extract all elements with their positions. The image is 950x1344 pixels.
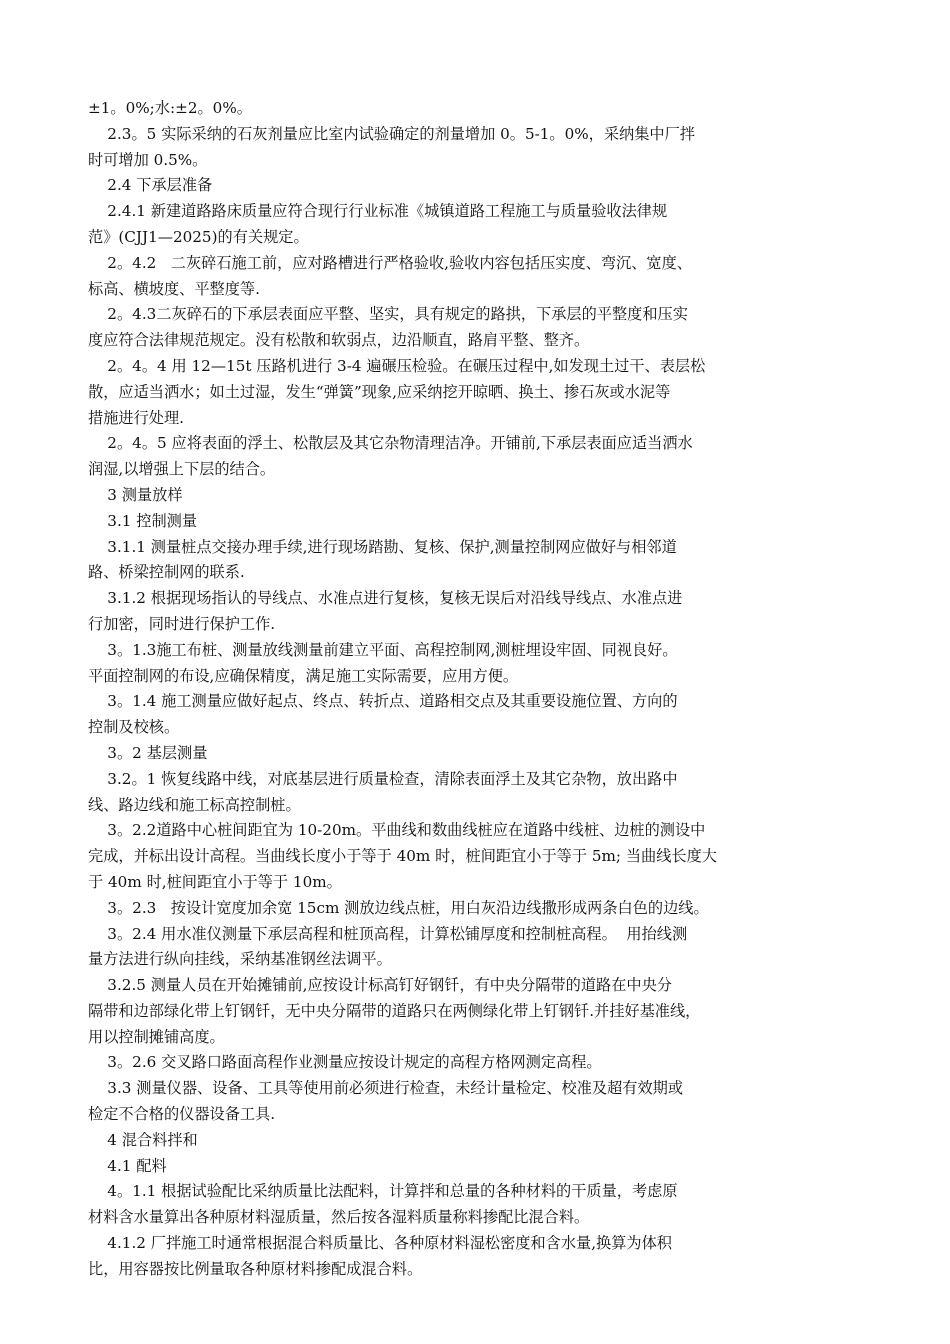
document-body <box>88 96 866 1283</box>
text-line: 控制及校核。 <box>88 718 180 737</box>
text-line: 2.4 下承层准备 <box>88 176 213 195</box>
text-line: 材料含水量算出各种原材料湿质量，然后按各湿料质量称料掺配比混合料。 <box>88 1208 590 1227</box>
text-line: 3。1.3施工布桩、测量放线测量前建立平面、高程控制网,测桩埋设牢固、同视良好。 <box>88 640 678 659</box>
text-line: 3。2 基层测量 <box>88 743 208 762</box>
text-line: 线、路边线和施工标高控制桩。 <box>88 795 301 814</box>
text-line: 4.1 配料 <box>88 1156 167 1175</box>
text-line: 4.1.2 厂拌施工时通常根据混合料质量比、各种原材料湿松密度和含水量,换算为体积 <box>88 1234 672 1253</box>
text-line: 散，应适当洒水；如土过湿，发生“弹簧”现象,应采纳挖开晾晒、换土、掺石灰或水泥等 <box>88 382 671 401</box>
text-line: 用以控制摊铺高度。 <box>88 1027 225 1046</box>
text-line: 3.1.2 根据现场指认的导线点、水准点进行复核，复核无误后对沿线导线点、水准点进 <box>88 589 683 608</box>
text-line: 3。1.4 施工测量应做好起点、终点、转折点、道路相交点及其重要设施位置、方向的 <box>88 692 678 711</box>
text-line: 3。2.3 按设计宽度加余宽 15cm 测放边线点桩，用白灰沿边线撒形成两条白色的边线。 <box>88 898 709 917</box>
text-line: 行加密，同时进行保护工作. <box>88 614 276 633</box>
text-line: 3.1.1 测量桩点交接办理手续,进行现场踏勘、复核、保护,测量控制网应做好与相邻道 <box>88 537 677 556</box>
text-line: 路、桥梁控制网的联系. <box>88 563 245 582</box>
text-line: 3。2.2道路中心桩间距宜为 10-20m。平曲线和数曲线桩应在道路中线桩、边桩的测设中 <box>88 821 706 840</box>
text-line: 于 40m 时,桩间距宜小于等于 10m。 <box>88 872 342 891</box>
text-line: 时可增加 0.5%。 <box>88 150 208 169</box>
text-line: 2。4.3二灰碎石的下承层表面应平整、坚实，具有规定的路拱，下承层的平整度和压实 <box>88 305 688 324</box>
text-line: 2.3。5 实际采纳的石灰剂量应比室内试验确定的剂量增加 0。5-1。0%，采纳集中厂拌 <box>88 124 695 143</box>
text-line: 润湿,以增强上下层的结合。 <box>88 460 276 479</box>
text-line: 比，用容器按比例量取各种原材料掺配成混合料。 <box>88 1259 423 1278</box>
text-line: 2.4.1 新建道路路床质量应符合现行行业标准《城镇道路工程施工与质量验收法律规 <box>88 202 668 221</box>
text-line: 平面控制网的布设,应确保精度，满足施工实际需要，应用方便。 <box>88 666 519 685</box>
text-line: 范》(CJJ1—2025)的有关规定。 <box>88 227 309 246</box>
text-line: 检定不合格的仪器设备工具. <box>88 1105 276 1124</box>
text-line: 3.2。1 恢复线路中线，对底基层进行质量检查，清除表面浮土及其它杂物，放出路中 <box>88 769 678 788</box>
text-line: 3。2.6 交叉路口路面高程作业测量应按设计规定的高程方格网测定高程。 <box>88 1053 602 1072</box>
text-line: ±1。0%;水:±2。0%。 <box>88 99 252 117</box>
text-line: 2。4。5 应将表面的浮土、松散层及其它杂物清理洁净。开铺前,下承层表面应适当洒水 <box>88 434 693 453</box>
text-line: 度应符合法律规范规定。没有松散和软弱点，边沿顺直，路肩平整、整齐。 <box>88 331 590 350</box>
text-line: 标高、横坡度、平整度等. <box>88 279 260 298</box>
text-line: 3.1 控制测量 <box>88 511 198 530</box>
text-line: 3.2.5 测量人员在开始摊铺前,应按设计标高钉好钢钎，有中央分隔带的道路在中央分 <box>88 976 672 995</box>
text-line: 3 测量放样 <box>88 485 183 504</box>
text-line: 完成，并标出设计高程。当曲线长度小于等于 40m 时，桩间距宜小于等于 5m; 当曲线长度大 <box>88 847 717 866</box>
text-line: 2。4.2 二灰碎石施工前，应对路槽进行严格验收,验收内容包括压实度、弯沉、宽度、 <box>88 253 692 272</box>
text-line: 隔带和边部绿化带上钉钢钎，无中央分隔带的道路只在两侧绿化带上钉钢钎.并挂好基准线， <box>88 1001 701 1020</box>
text-line: 2。4。4 用 12—15t 压路机进行 3-4 遍碾压检验。在碾压过程中,如发现土过干、表层松 <box>88 356 706 375</box>
text-line: 措施进行处理. <box>88 408 184 427</box>
text-line: 4 混合料拌和 <box>88 1130 198 1149</box>
text-line: 3。2.4 用水准仪测量下承层高程和桩顶高程，计算松铺厚度和控制桩高程。 用抬线测 <box>88 924 688 943</box>
text-line: 3.3 测量仪器、设备、工具等使用前必须进行检查，未经计量检定、校准及超有效期或 <box>88 1079 684 1098</box>
text-line: 4。1.1 根据试验配比采纳质量比法配料，计算拌和总量的各种材料的干质量，考虑原 <box>88 1182 678 1201</box>
text-line: 量方法进行纵向挂线，采纳基准钢丝法调平。 <box>88 950 392 969</box>
